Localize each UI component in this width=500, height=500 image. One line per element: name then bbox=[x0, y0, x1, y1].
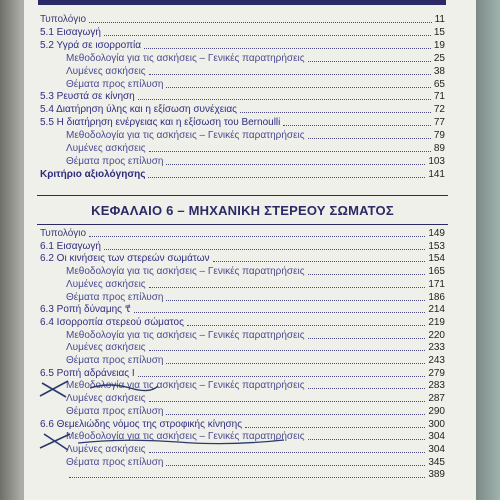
toc-entry bbox=[66, 142, 445, 156]
handwritten-strike-line-2 bbox=[78, 436, 288, 448]
toc-leader-dots bbox=[308, 379, 426, 389]
toc-entry-label: Θέματα προς επίλυση bbox=[66, 355, 164, 366]
toc-entry-label: Τυπολόγιο bbox=[40, 228, 87, 239]
toc-entry-page: 233 bbox=[428, 342, 445, 354]
toc-entry-label: Λυμένες ασκήσεις bbox=[66, 393, 146, 405]
toc-leader-dots bbox=[283, 116, 431, 126]
toc-entry-label: 6.1 Εισαγωγή bbox=[40, 240, 101, 252]
toc-entry bbox=[66, 155, 445, 169]
toc-entry bbox=[40, 26, 445, 40]
toc-entry-label: 5.3 Ρευστά σε κίνηση bbox=[40, 91, 135, 103]
toc-entry-page: 304 bbox=[428, 431, 445, 443]
header-bar bbox=[38, 0, 446, 5]
toc-entry bbox=[66, 129, 445, 143]
toc-entry-page: 154 bbox=[428, 253, 445, 265]
book-spine-shadow bbox=[0, 0, 24, 500]
toc-leader-dots bbox=[149, 278, 426, 288]
toc-entry-label: Μεθοδολογία για τις ασκήσεις – Γενικές παρατηρήσεις bbox=[66, 130, 305, 142]
toc-entry-label: Τυπολόγιο bbox=[40, 14, 87, 25]
toc-entry-page: 287 bbox=[428, 393, 445, 405]
toc-entry-page: 38 bbox=[433, 65, 445, 77]
toc-entry-page: 214 bbox=[428, 304, 445, 316]
toc-entry-page: 304 bbox=[428, 443, 445, 455]
toc-entry-label: Θέματα προς επίλυση bbox=[66, 291, 164, 303]
toc-entry-page: 345 bbox=[428, 456, 445, 468]
toc-entry bbox=[40, 168, 445, 182]
section-divider-top bbox=[37, 195, 448, 196]
toc-leader-dots bbox=[149, 341, 426, 351]
toc-leader-dots bbox=[308, 329, 426, 339]
toc-leader-dots bbox=[308, 52, 431, 62]
toc-entry-page: 279 bbox=[428, 367, 445, 379]
toc-leader-dots bbox=[187, 316, 425, 326]
toc-entry bbox=[66, 52, 445, 66]
toc-leader-dots bbox=[149, 392, 426, 402]
toc-entry bbox=[66, 468, 445, 482]
toc-leader-dots bbox=[104, 26, 431, 36]
toc-leader-dots bbox=[69, 468, 425, 478]
toc-entry-label: Μεθοδολογία για τις ασκήσεις – Γενικές παρατηρήσεις bbox=[66, 380, 305, 392]
toc-entry-page: 243 bbox=[428, 355, 445, 366]
toc-entry-page: 149 bbox=[428, 228, 445, 239]
toc-entry-label: Μεθοδολογία για τις ασκήσεις – Γενικές παρατηρήσεις bbox=[66, 266, 305, 278]
toc-entry bbox=[40, 103, 445, 117]
toc-entry-page: 71 bbox=[433, 91, 445, 103]
toc-entry-label: Κριτήριο αξιολόγησης bbox=[40, 168, 146, 180]
toc-entry-label: Θέματα προς επίλυση bbox=[66, 78, 164, 90]
toc-entry-page: 300 bbox=[428, 418, 445, 430]
toc-entry-label: 5.2 Υγρά σε ισορροπία bbox=[40, 39, 142, 51]
toc-leader-dots bbox=[308, 129, 431, 139]
toc-entry-page: 141 bbox=[428, 168, 445, 180]
toc-leader-dots bbox=[240, 103, 431, 113]
toc-entry-page: 15 bbox=[433, 26, 445, 38]
toc-leader-dots bbox=[308, 265, 426, 275]
toc-leader-dots bbox=[104, 240, 425, 250]
toc-entry-page: 65 bbox=[433, 78, 445, 90]
toc-entry-page: 25 bbox=[433, 52, 445, 64]
toc-entry-label: Θέματα προς επίλυση bbox=[66, 155, 164, 167]
handwritten-strike-line bbox=[90, 380, 160, 394]
toc-leader-dots bbox=[166, 291, 425, 301]
toc-entry bbox=[40, 116, 445, 130]
toc-entry-label: 6.5 Ροπή αδράνειας I bbox=[40, 367, 135, 379]
handwritten-strike-mark-2 bbox=[38, 430, 78, 452]
toc-leader-dots bbox=[138, 367, 426, 377]
toc-entry-page: 171 bbox=[428, 278, 445, 290]
background-edge bbox=[476, 0, 500, 500]
toc-entry-label: 5.5 Η διατήρηση ενέργειας και η εξίσωση του Bernoulli bbox=[40, 117, 281, 129]
toc-leader-dots bbox=[166, 78, 430, 88]
toc-entry-label: Λυμένες ασκήσεις bbox=[66, 342, 146, 354]
toc-entry-label: Μεθοδολογία για τις ασκήσεις – Γενικές παρατηρήσεις bbox=[66, 431, 305, 443]
toc-entry-page: 11 bbox=[434, 14, 445, 25]
toc-entry-label: Μεθοδολογία για τις ασκήσεις – Γενικές παρατηρήσεις bbox=[66, 52, 305, 64]
toc-leader-dots bbox=[245, 418, 425, 428]
toc-entry-label: 5.4 Διατήρηση ύλης και η εξίσωση συνέχειας bbox=[40, 104, 237, 116]
toc-entry-label: 6.2 Οι κινήσεις των στερεών σωμάτων bbox=[40, 253, 210, 265]
toc-entry-label: Μεθοδολογία για τις ασκήσεις – Γενικές παρατηρήσεις bbox=[66, 329, 305, 341]
toc-leader-dots bbox=[166, 405, 425, 415]
toc-entry-page: 153 bbox=[428, 240, 445, 252]
toc-leader-dots bbox=[166, 354, 425, 364]
toc-entry bbox=[40, 39, 445, 53]
toc-entry-label: 6.4 Ισορροπία στερεού σώματος bbox=[40, 316, 184, 328]
toc-leader-dots bbox=[308, 430, 426, 440]
toc-entry-page: 219 bbox=[428, 316, 445, 328]
toc-entry-page: 186 bbox=[428, 291, 445, 303]
handwritten-strike-mark bbox=[38, 378, 74, 400]
toc-leader-dots bbox=[166, 155, 425, 165]
toc-entry-page: 77 bbox=[433, 117, 445, 129]
toc-entry-page: 283 bbox=[428, 380, 445, 392]
toc-entry bbox=[66, 78, 445, 92]
chapter-6-title: ΚΕΦΑΛΑΙΟ 6 – ΜΗΧΑΝΙΚΗ ΣΤΕΡΕΟΥ ΣΩΜΑΤΟΣ bbox=[91, 203, 394, 218]
toc-leader-dots bbox=[149, 142, 431, 152]
toc-entry bbox=[66, 65, 445, 79]
toc-entry-page: 89 bbox=[433, 143, 445, 154]
toc-entry-page: 103 bbox=[428, 155, 445, 167]
toc-leader-dots bbox=[138, 90, 431, 100]
toc-entry-label: Θέματα προς επίλυση bbox=[66, 456, 164, 468]
toc-leader-dots bbox=[166, 456, 425, 466]
toc-leader-dots bbox=[149, 65, 431, 75]
toc-leader-dots bbox=[89, 227, 425, 237]
toc-leader-dots bbox=[89, 13, 432, 23]
section-divider-bottom bbox=[37, 224, 448, 225]
toc-entry-label: 6.6 Θεμελιώδης νόμος της στροφικής κίνησης bbox=[40, 418, 243, 430]
toc-leader-dots bbox=[213, 252, 426, 262]
toc-leader-dots bbox=[134, 303, 426, 313]
toc-entry-page: 220 bbox=[428, 329, 445, 341]
toc-entry-page: 290 bbox=[428, 405, 445, 417]
toc-leader-dots bbox=[144, 39, 431, 49]
toc-entry-label: Λυμένες ασκήσεις bbox=[66, 278, 146, 290]
toc-entry-page: 389 bbox=[428, 469, 445, 481]
toc-entry bbox=[40, 90, 445, 104]
toc-entry-label: Λυμένες ασκήσεις bbox=[66, 443, 146, 455]
toc-entry-label: Λυμένες ασκήσεις bbox=[66, 65, 146, 77]
toc-entry-label: 6.3 Ροπή δύναμης τ⃗ bbox=[40, 304, 131, 316]
toc-entry-label: 5.1 Εισαγωγή bbox=[40, 26, 101, 38]
toc-entry-label: Λυμένες ασκήσεις bbox=[66, 143, 146, 154]
toc-entry-page: 165 bbox=[428, 266, 445, 278]
toc-entry-label: Θέματα προς επίλυση bbox=[66, 405, 164, 417]
toc-entry bbox=[40, 13, 445, 27]
toc-leader-dots bbox=[148, 168, 425, 178]
toc-entry-page: 72 bbox=[433, 104, 445, 116]
toc-entry-page: 19 bbox=[433, 39, 445, 51]
toc-entry-page: 79 bbox=[433, 130, 445, 142]
